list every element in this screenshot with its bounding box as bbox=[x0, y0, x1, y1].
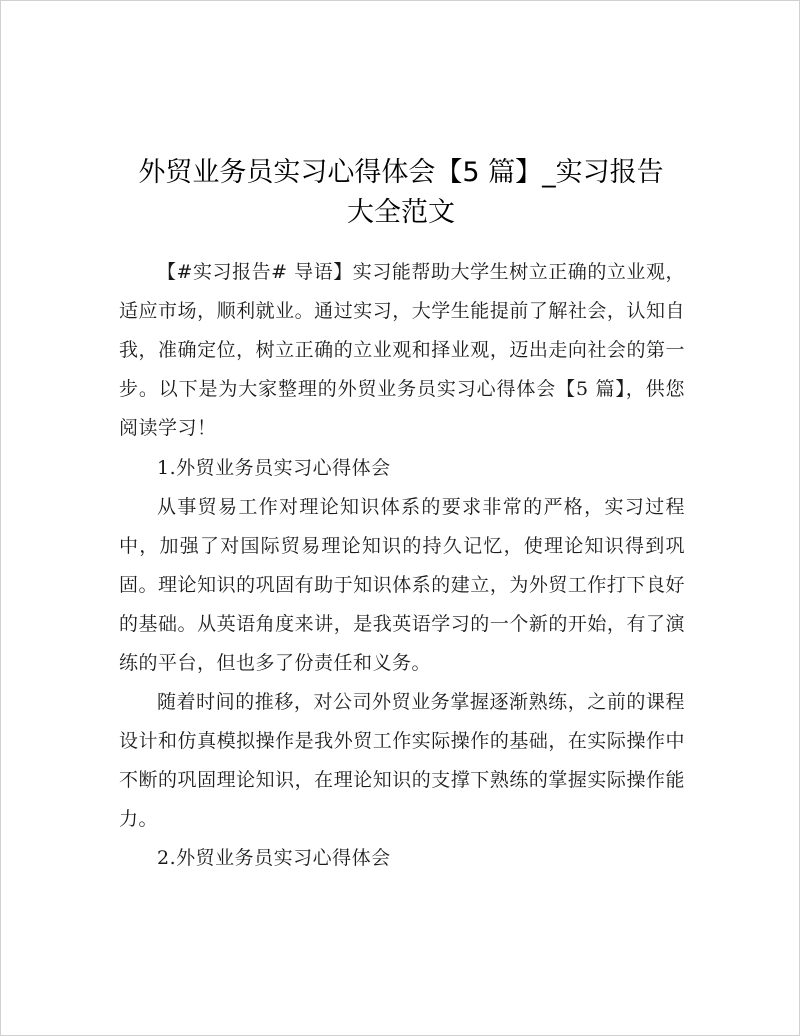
document-title bbox=[101, 153, 701, 233]
section-2-heading-block bbox=[119, 839, 685, 878]
section-2-heading: 2.外贸业务员实习心得体会 bbox=[157, 847, 391, 869]
section-1-paragraph-2: 随着时间的推移，对公司外贸业务掌握逐渐熟练，之前的课程设计和仿真模拟操作是我外贸工作实际操作的基础，在实际操作中不断的巩固理论知识，在理论知识的支撑下熟练的掌握实际操作能力。 bbox=[119, 691, 685, 830]
section-1-paragraph-1: 从事贸易工作对理论知识体系的要求非常的严格，实习过程中，加强了对国际贸易理论知识的持久记忆，使理论知识得到巩固。理论知识的巩固有助于知识体系的建立，为外贸工作打下良好的基础。从英语角度来讲，是我英语学习的一个新的开始，有了演练的平台，但也多了份责任和义务。 bbox=[119, 496, 685, 674]
intro-block bbox=[119, 253, 685, 448]
section-1-paragraph-1-block bbox=[119, 488, 685, 683]
section-1-paragraph-2-block bbox=[119, 683, 685, 839]
section-1-heading: 1.外贸业务员实习心得体会 bbox=[157, 457, 391, 479]
section-1-heading-block bbox=[119, 449, 685, 488]
intro-paragraph: 【#实习报告# 导语】实习能帮助大学生树立正确的立业观，适应市场，顺利就业。通过实习，大学生能提前了解社会，认知自我，准确定位，树立正确的立业观和择业观，迈出走向社会的第一步。以下是为大家整理的外贸业务员实习心得体会【5 篇】，供您阅读学习！ bbox=[119, 261, 685, 439]
document-title-line-1: 外贸业务员实习心得体会【5 篇】_实习报告 bbox=[138, 157, 664, 189]
document-title-line-2: 大全范文 bbox=[347, 197, 455, 229]
